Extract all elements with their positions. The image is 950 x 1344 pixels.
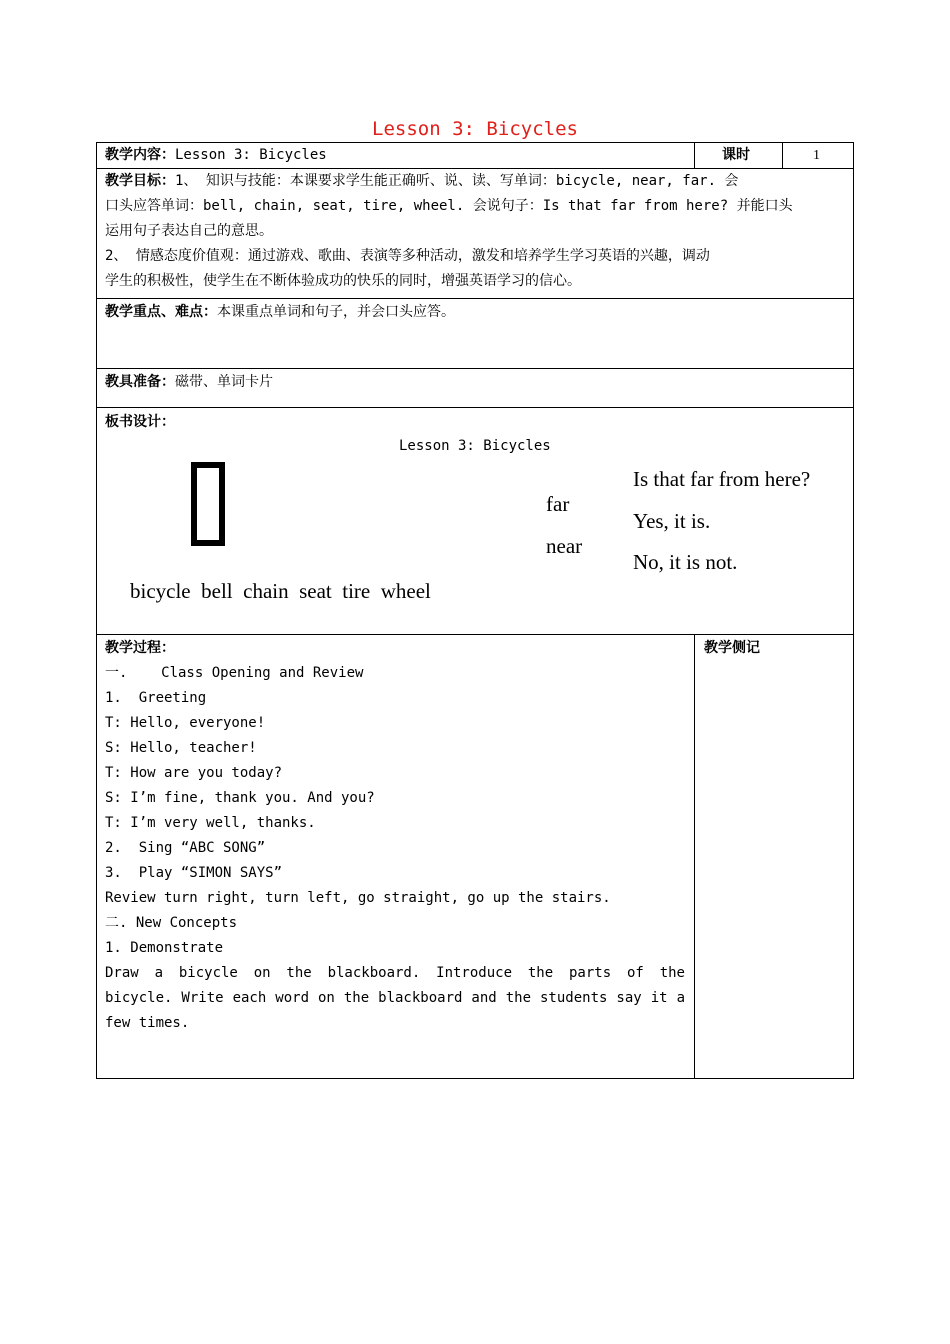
process-line: 二. New Concepts bbox=[105, 915, 238, 931]
row-divider bbox=[96, 298, 854, 299]
process-line: bicycle. Write each word on the blackboard and the students say it a bbox=[105, 990, 685, 1006]
board-answer-no: No, it is not. bbox=[633, 550, 738, 574]
content-label: 教学内容： bbox=[105, 147, 175, 163]
process-label: 教学过程： bbox=[105, 640, 175, 656]
column-divider bbox=[694, 142, 695, 168]
objectives-label: 教学目标： bbox=[105, 173, 175, 189]
bicycle-picture-placeholder-icon bbox=[191, 462, 225, 546]
board-label: 板书设计： bbox=[105, 414, 175, 430]
key-points-value: 本课重点单词和句子，并会口头应答。 bbox=[217, 304, 455, 320]
process-line: 1. Demonstrate bbox=[105, 940, 224, 956]
row-divider bbox=[96, 368, 854, 369]
process-line: T: How are you today? bbox=[105, 765, 283, 781]
board-question: Is that far from here? bbox=[633, 467, 811, 491]
objectives-line-1: 教学目标：1、 知识与技能：本课要求学生能正确听、说、读、写单词：bicycle, near, far. 会 bbox=[105, 173, 739, 189]
row-divider bbox=[96, 407, 854, 408]
board-heading: Lesson 3: Bicycles bbox=[399, 438, 551, 454]
process-line: 一. Class Opening and Review bbox=[105, 665, 364, 681]
board-answer-yes: Yes, it is. bbox=[633, 509, 711, 533]
materials bbox=[105, 370, 273, 395]
page-title: Lesson 3: Bicycles bbox=[372, 118, 578, 140]
objectives-line-4: 2、 情感态度价值观：通过游戏、歌曲、表演等多种活动，激发和培养学生学习英语的兴趣，调动 bbox=[105, 248, 710, 264]
process-line: few times. bbox=[105, 1015, 190, 1031]
column-divider bbox=[782, 142, 783, 168]
column-divider bbox=[694, 634, 695, 1079]
process-line: S: I’m fine, thank you. And you? bbox=[105, 790, 375, 806]
row-divider bbox=[96, 634, 854, 635]
board-near: near bbox=[546, 534, 583, 558]
process-line: 2. Sing “ABC SONG” bbox=[105, 840, 266, 856]
process-line: 3. Play “SIMON SAYS” bbox=[105, 865, 283, 881]
period-label: 课时 bbox=[722, 147, 750, 163]
process-line: 1. Greeting bbox=[105, 690, 207, 706]
objectives-line-3: 运用句子表达自己的意思。 bbox=[105, 223, 273, 239]
materials-value: 磁带、单词卡片 bbox=[175, 374, 273, 390]
period-value: 1 bbox=[813, 148, 820, 163]
process-line: T: I’m very well, thanks. bbox=[105, 815, 316, 831]
process-line: T: Hello, everyone! bbox=[105, 715, 266, 731]
key-points bbox=[105, 300, 455, 325]
content-row bbox=[105, 143, 327, 168]
content-value: Lesson 3: Bicycles bbox=[175, 147, 327, 163]
notes-label: 教学侧记 bbox=[704, 640, 760, 656]
key-points-label: 教学重点、难点： bbox=[105, 304, 217, 320]
board-words: bicycle bell chain seat tire wheel bbox=[130, 579, 431, 603]
process-line: Review turn right, turn left, go straight, go up the stairs. bbox=[105, 890, 611, 906]
board-far: far bbox=[546, 492, 570, 516]
process-line: Draw a bicycle on the blackboard. Introduce the parts of the bbox=[105, 965, 685, 981]
objectives-line-2: 口头应答单词：bell, chain, seat, tire, wheel. 会说句子：Is that far from here? 并能口头 bbox=[105, 198, 793, 214]
process-line: S: Hello, teacher! bbox=[105, 740, 257, 756]
materials-label: 教具准备： bbox=[105, 374, 175, 390]
objectives-line-5: 学生的积极性，使学生在不断体验成功的快乐的同时，增强英语学习的信心。 bbox=[105, 273, 581, 289]
